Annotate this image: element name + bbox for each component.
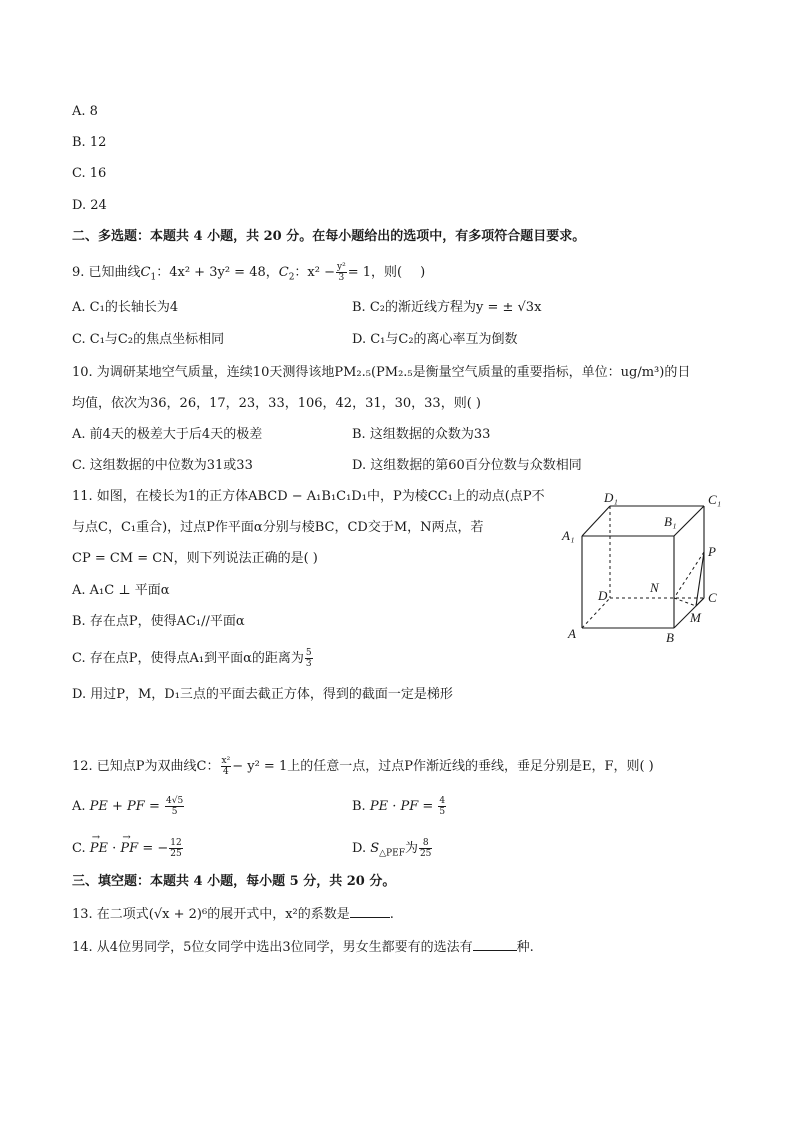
q10-option-a: A. 前4天的极差大于后4天的极差 (72, 427, 263, 442)
question-12: 12. 已知点P为双曲线C： $\frac{\text{x²}}{4}$ − y² = 1上的任意一点，过点P作渐近线的垂线，垂足分别是E，F，则( ) (72, 756, 654, 777)
q12-option-d: D. $S_{\triangle PEF}$为 $\frac{8}{25}$ (352, 838, 432, 859)
section-heading-multiple-choice: 二、多选题：本题共 4 小题，共 20 分。在每小题给出的选项中，有多项符合题目要求。 (72, 229, 586, 244)
label-p: P (708, 544, 716, 559)
option-c: C. 16 (72, 166, 107, 181)
q11-option-a: A. A₁C ⊥ 平面α (72, 583, 170, 598)
q12-option-b: B. PE · PF = $\frac{4}{5}$ (352, 796, 446, 817)
question-14: 14. 从4位男同学，5位女同学中选出3位同学，男女生都要有的选法有 种. (72, 940, 534, 955)
option-a: A. 8 (72, 104, 98, 119)
label-n: N (650, 580, 659, 595)
q9-option-c: C. C₁与C₂的焦点坐标相同 (72, 332, 225, 347)
q9-option-b: B. C₂的渐近线方程为y = ± √3x (352, 300, 542, 315)
question-10-line-2: 均值，依次为36，26，17，23，33，106，42，31，30，33，则( ) (72, 396, 481, 411)
question-11-line-1: 11. 如图，在棱长为1的正方体ABCD − A₁B₁C₁D₁中，P为棱CC₁上的动点(点P不 (72, 489, 545, 504)
question-9: 9. 已知曲线$C_1$：4x² + 3y² = 48，$C_2$：x² − $\frac{\text{y²}}{3}$ = 1，则( ) (72, 262, 426, 283)
label-a: A (568, 626, 576, 641)
option-d: D. 24 (72, 198, 107, 213)
q10-option-b: B. 这组数据的众数为33 (352, 427, 491, 442)
label-d1: D₁ (604, 490, 618, 505)
label-b: B (666, 630, 674, 645)
section-heading-fill-in: 三、填空题：本题共 4 小题，每小题 5 分，共 20 分。 (72, 874, 396, 889)
label-m: M (690, 610, 701, 625)
option-b: B. 12 (72, 135, 107, 150)
label-d: D (598, 588, 608, 603)
q11-option-d: D. 用过P，M，D₁三点的平面去截正方体，得到的截面一定是梯形 (72, 687, 453, 702)
q11-option-c: C. 存在点P，使得点A₁到平面α的距离为 $\frac{5}{3}$ (72, 648, 312, 669)
question-11-line-2: 与点C，C₁重合)，过点P作平面α分别与棱BC，CD交于M，N两点，若 (72, 520, 484, 535)
question-11-line-3: CP = CM = CN，则下列说法正确的是( ) (72, 551, 318, 566)
label-c: C (708, 590, 717, 605)
question-10-line-1: 10. 为调研某地空气质量，连续10天测得该地PM₂.₅(PM₂.₅是衡量空气质量的重要指标，单位：ug/m³)的日 (72, 365, 691, 380)
cube-figure (556, 488, 736, 648)
answer-blank-13[interactable] (350, 905, 390, 918)
question-13: 13. 在二项式(√x + 2)⁶的展开式中，x²的系数是 . (72, 907, 394, 922)
q11-option-b: B. 存在点P，使得AC₁//平面α (72, 614, 245, 629)
label-b1: B₁ (664, 514, 677, 529)
q12-option-c: C. → PE · → PF = − $\frac{12}{25}$ (72, 838, 184, 859)
q9-option-a: A. C₁的长轴长为4 (72, 300, 179, 315)
q12-option-a: A. PE + PF = $\frac{4√5}{5}$ (72, 796, 184, 817)
q10-option-d: D. 这组数据的第60百分位数与众数相同 (352, 458, 582, 473)
answer-blank-14[interactable] (473, 938, 517, 951)
q9-option-d: D. C₁与C₂的离心率互为倒数 (352, 332, 518, 347)
label-c1: C₁ (708, 492, 722, 507)
label-a1: A₁ (562, 528, 575, 543)
q10-option-c: C. 这组数据的中位数为31或33 (72, 458, 253, 473)
